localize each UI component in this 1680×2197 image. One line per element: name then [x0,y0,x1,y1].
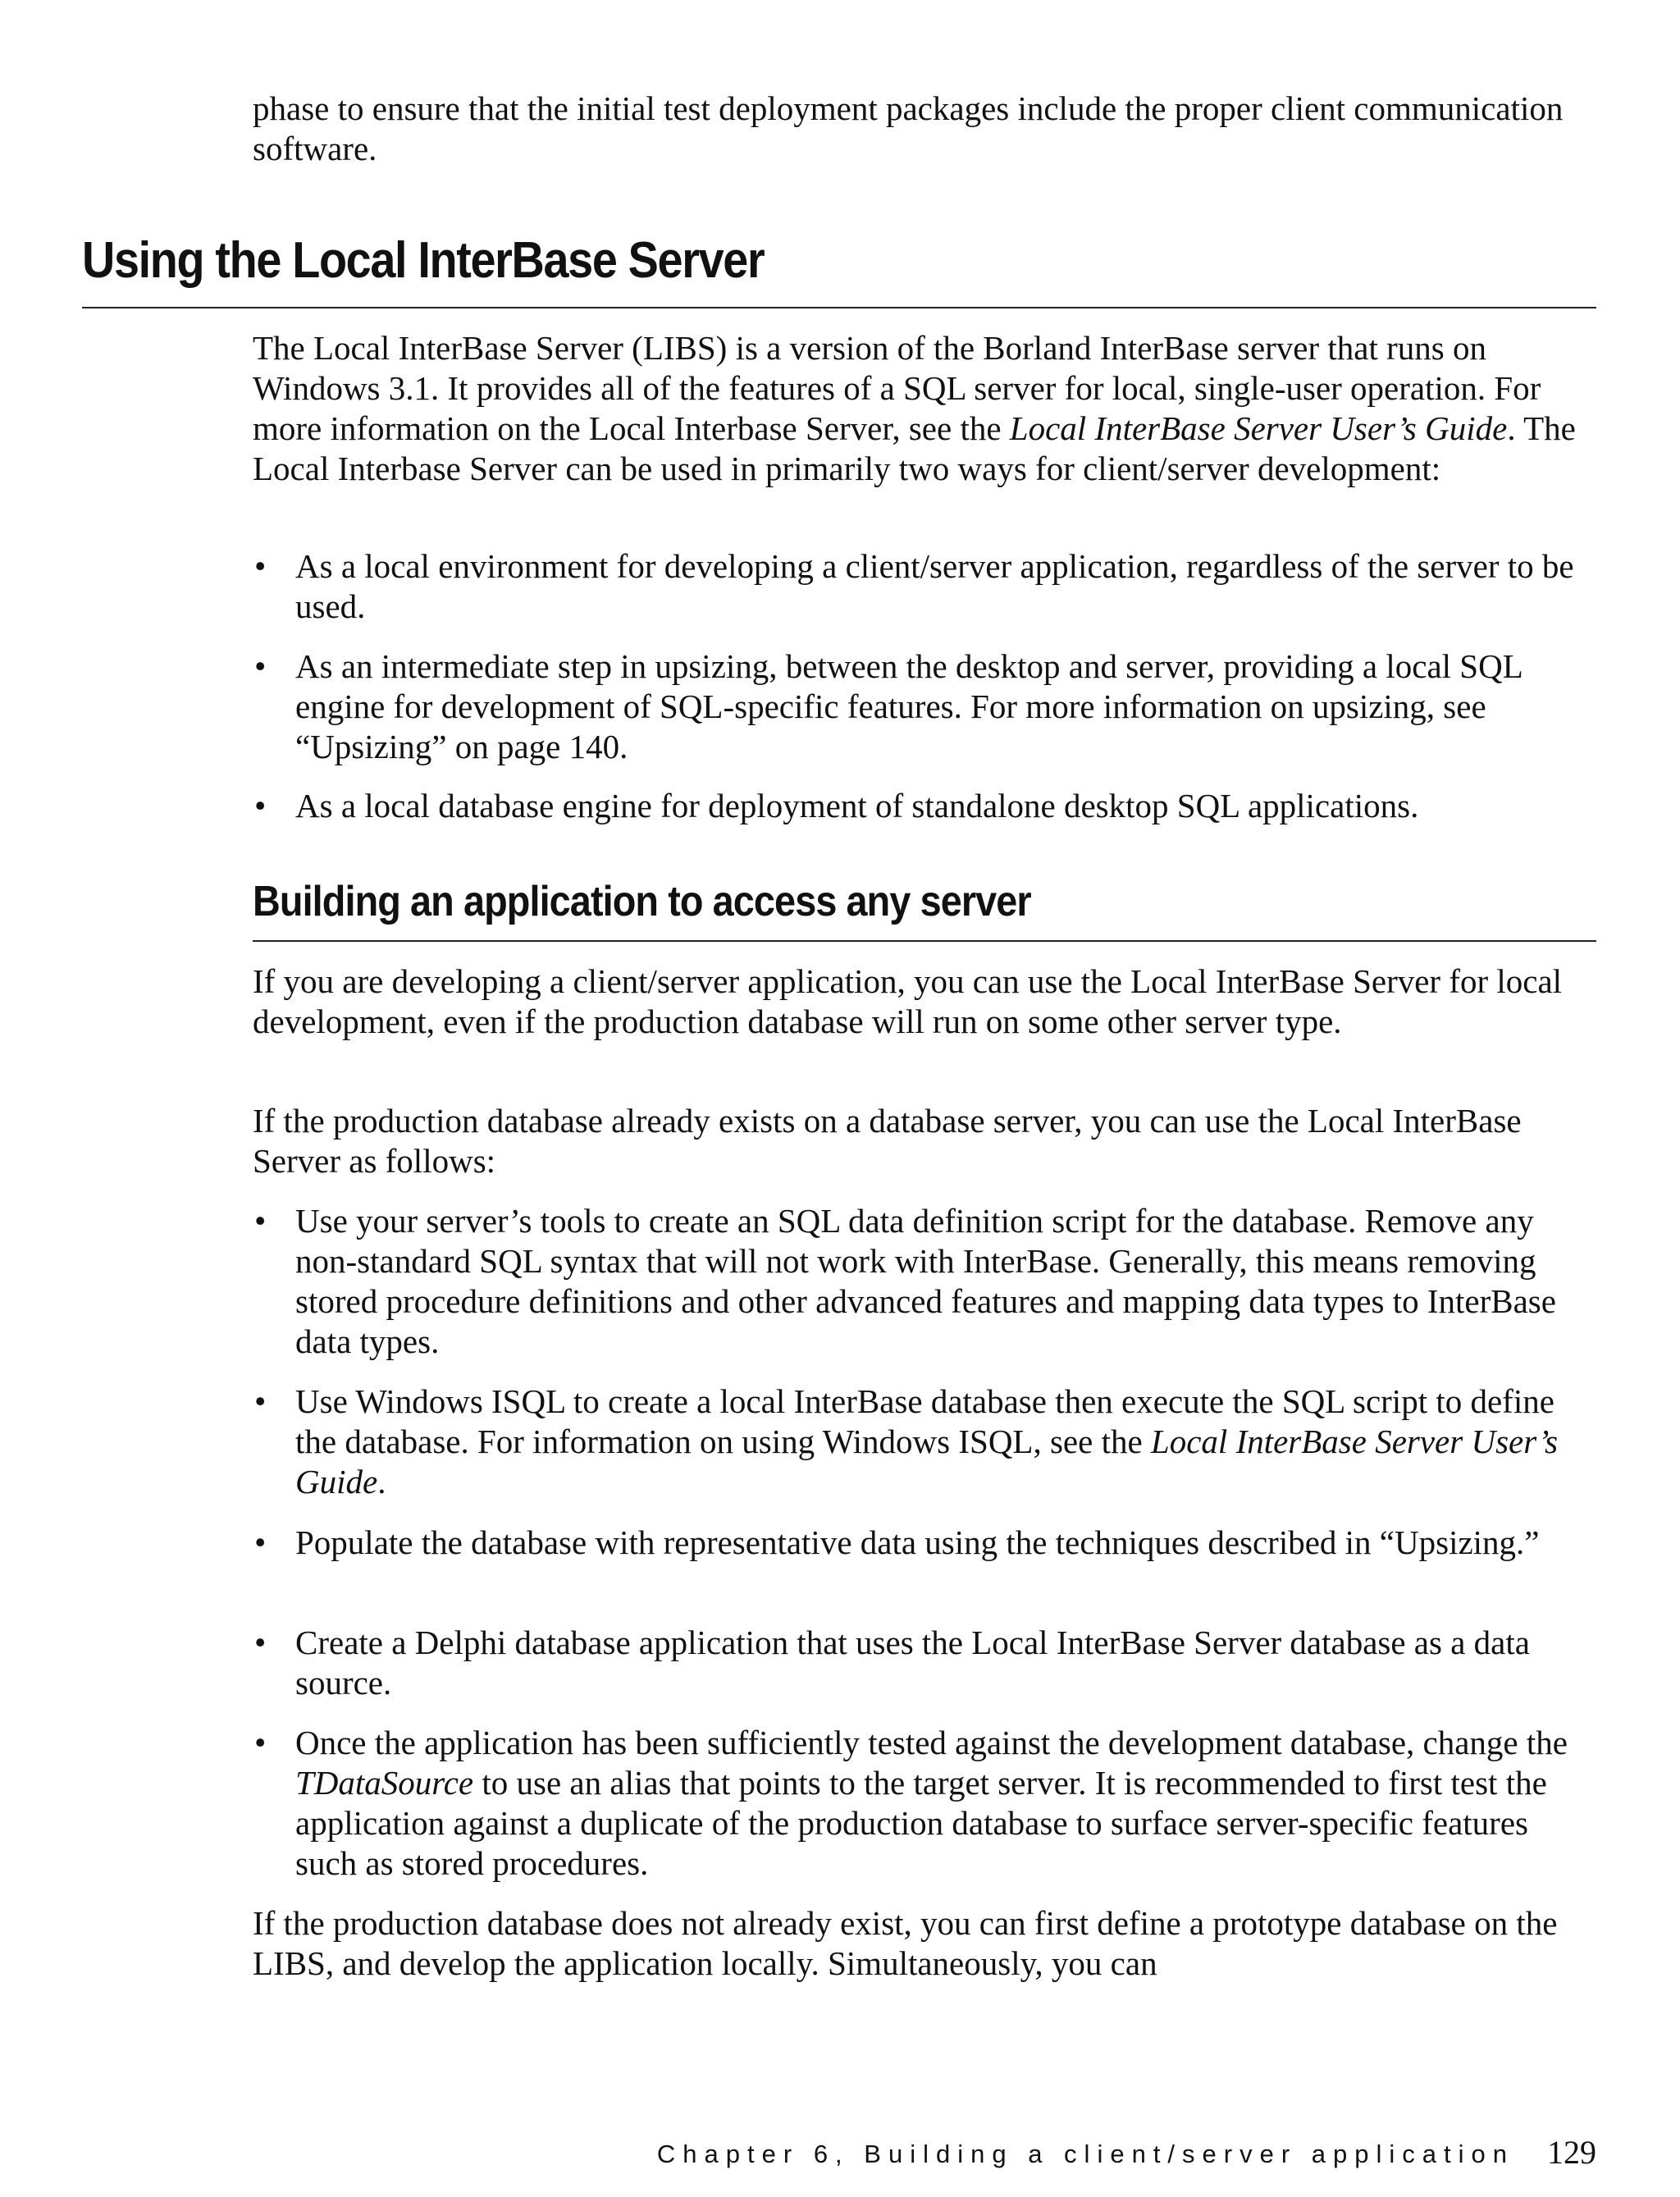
page-footer [656,2133,1596,2174]
bullet-icon: • [254,1724,267,1761]
list-item-text: As an intermediate step in upsizing, between the desktop and server, providing a local SQL engine for development of SQL-specific features. For more information on upsizing, see “Upsizing” on page 140. [295,647,1522,765]
libs-intro-text-end: . The Local Interbase Server can be used in primarily two ways for client/server development: [253,409,1576,487]
list-item [253,1723,1598,1884]
paragraph-development: If you are developing a client/server application, you can use the Local InterBase Server for local development, even if the production database will run on some other server type. [253,962,1563,1040]
list-item-text: Use your server’s tools to create an SQL data definition script for the database. Remove any non-standard SQL syntax that will not work with InterBase. Generally, this means removing stored procedure definitions and other advanced features and mapping data types to InterBase data types. [295,1202,1556,1360]
libs-intro-paragraph [253,328,1598,489]
list-item [253,546,1598,627]
section-heading-local-interbase: Using the Local InterBase Server [82,232,765,289]
list-item-text [295,1382,1598,1502]
list-item-text: As a local database engine for deployment of standalone desktop SQL applications. [295,787,1419,824]
libs-intro-text: The Local InterBase Server (LIBS) is a version of the Borland InterBase server that runs on Windows 3.1. It provides all of the features of a SQL server for local, single-user operation. For more information on the Local Interbase Server, see the [253,329,1541,447]
list-item [253,1201,1598,1362]
list-item-text: Populate the database with representative data using the techniques described in “Upsizing.” [295,1523,1540,1561]
bullet-icon: • [254,1202,267,1240]
list-item-text [295,1723,1598,1884]
list-item-text-start: Use Windows ISQL to create a local InterBase database then execute the SQL script to define the database. For information on using Windows ISQL, see the [295,1382,1554,1460]
list-item-text: As a local environment for developing a client/server application, regardless of the server to be used. [295,547,1574,625]
page-number: 129 [1547,2134,1596,2171]
list-item-text-end: to use an alias that points to the target server. It is recommended to first test the application against a duplicate of the production database to surface server-specific features such as stored procedures. [295,1764,1547,1882]
list-item-text-start: Once the application has been sufficiently tested against the development database, change the [295,1724,1568,1761]
bullet-icon: • [254,1523,267,1561]
footer-chapter-title: Chapter 6, Building a client/server application [656,2140,1514,2168]
bullet-icon: • [254,547,267,585]
list-item [253,646,1598,767]
subsection-heading-any-server: Building an application to access any server [253,878,1031,925]
list-item [253,1382,1598,1502]
section-heading-rule [82,307,1596,308]
bullet-icon: • [254,647,267,685]
libs-guide-reference: Local InterBase Server User’s Guide [1009,409,1508,447]
tdatasource-reference: TDataSource [295,1764,474,1802]
list-item [253,786,1598,826]
bullet-icon: • [254,1624,267,1661]
continuation-paragraph: phase to ensure that the initial test deployment packages include the proper client communication software. [253,89,1564,167]
paragraph-production-exists: If the production database already exists on a database server, you can use the Local InterBase Server as follows: [253,1102,1522,1180]
list-item [253,1523,1598,1563]
bullet-icon: • [254,787,267,824]
subsection-heading-rule [253,940,1596,942]
bullet-icon: • [254,1382,267,1420]
list-item [253,1623,1598,1703]
paragraph-production-missing: If the production database does not already exist, you can first define a prototype database on the LIBS, and develop the application locally. Simultaneously, you can [253,1904,1558,1982]
list-item-text: Create a Delphi database application that uses the Local InterBase Server database as a data source. [295,1624,1530,1701]
list-item-text-end: . [377,1463,386,1500]
isql-guide-reference: Local InterBase Server User’s Guide [295,1423,1559,1500]
